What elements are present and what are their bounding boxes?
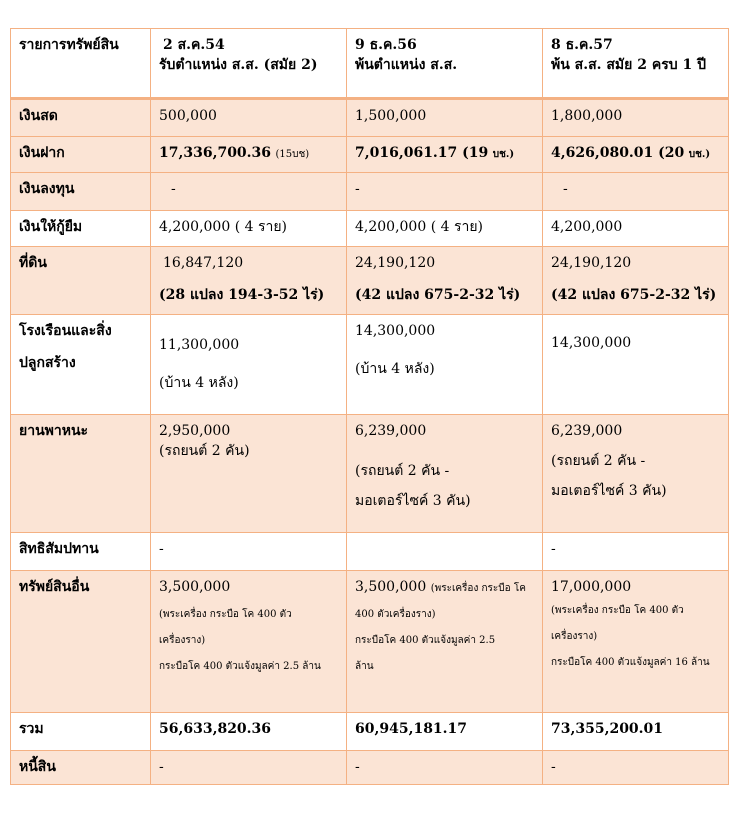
table-row-total — [11, 713, 729, 751]
asset-table — [10, 28, 729, 785]
cell-value: 14,300,000 (บ้าน 4 หลัง) — [347, 315, 543, 415]
cell-value: 1,800,000 — [543, 99, 729, 137]
table-row-debt — [11, 751, 729, 785]
cell-value: - — [347, 173, 543, 211]
cell-value: 17,336,700.36 (15บช) — [151, 137, 347, 173]
cell-value: - — [543, 173, 729, 211]
cell-value: 11,300,000 (บ้าน 4 หลัง) — [151, 315, 347, 415]
cell-value: 16,847,120 (28 แปลง 194-3-52 ไร่) — [151, 247, 347, 315]
header-date-1: 2 ส.ค.54 รับตำแหน่ง ส.ส. (สมัย 2) — [151, 29, 347, 99]
row-label: หนี้สิน — [11, 751, 151, 785]
cell-value: 2,950,000 (รถยนต์ 2 คัน) — [151, 415, 347, 533]
header-item — [11, 29, 151, 99]
row-label: ที่ดิน — [11, 247, 151, 315]
table-row-rights — [11, 533, 729, 571]
cell-value: 60,945,181.17 — [347, 713, 543, 751]
cell-value: - — [543, 533, 729, 571]
cell-value: 3,500,000 (พระเครื่อง กระบือ โค 400 ตัว เครื่องราง) กระบือโค 400 ตัวแจ้งมูลค่า 2.5 ล้าน — [151, 571, 347, 713]
cell-value: 17,000,000 (พระเครื่อง กระบือ โค 400 ตัว เครื่องราง) กระบือโค 400 ตัวแจ้งมูลค่า 16 ล้าน — [543, 571, 729, 713]
cell-value: 14,300,000 — [543, 315, 729, 415]
cell-value: 4,626,080.01 (20 บช.) — [543, 137, 729, 173]
header-item-label: รายการทรัพย์สิน — [19, 37, 119, 53]
row-label: ทรัพย์สินอื่น — [11, 571, 151, 713]
cell-value: 1,500,000 — [347, 99, 543, 137]
row-label: โรงเรือนและสิ่ง ปลูกสร้าง — [11, 315, 151, 415]
table-row-investment — [11, 173, 729, 211]
table-row-loan — [11, 211, 729, 247]
cell-value — [347, 533, 543, 571]
cell-value: 500,000 — [151, 99, 347, 137]
row-label: เงินฝาก — [11, 137, 151, 173]
cell-value: 4,200,000 ( 4 ราย) — [151, 211, 347, 247]
cell-value: - — [151, 173, 347, 211]
row-label: เงินสด — [11, 99, 151, 137]
cell-value: 24,190,120 (42 แปลง 675-2-32 ไร่) — [347, 247, 543, 315]
row-label: เงินให้กู้ยืม — [11, 211, 151, 247]
table-row-land — [11, 247, 729, 315]
cell-value: - — [543, 751, 729, 785]
row-label: เงินลงทุน — [11, 173, 151, 211]
table-row-other-assets — [11, 571, 729, 713]
cell-value: 73,355,200.01 — [543, 713, 729, 751]
cell-value: - — [151, 751, 347, 785]
cell-value: 4,200,000 — [543, 211, 729, 247]
row-label: สิทธิสัมปทาน — [11, 533, 151, 571]
cell-value: 4,200,000 ( 4 ราย) — [347, 211, 543, 247]
table-row-buildings — [11, 315, 729, 415]
table-row-cash — [11, 99, 729, 137]
table-row-vehicles — [11, 415, 729, 533]
cell-value: - — [347, 751, 543, 785]
header-row — [11, 29, 729, 99]
header-date-2: 9 ธ.ค.56 พ้นตำแหน่ง ส.ส. — [347, 29, 543, 99]
cell-value: 24,190,120 (42 แปลง 675-2-32 ไร่) — [543, 247, 729, 315]
cell-value: - — [151, 533, 347, 571]
table-row-deposit — [11, 137, 729, 173]
cell-value: 7,016,061.17 (19 บช.) — [347, 137, 543, 173]
header-date-3: 8 ธ.ค.57 พ้น ส.ส. สมัย 2 ครบ 1 ปี — [543, 29, 729, 99]
row-label: ยานพาหนะ — [11, 415, 151, 533]
cell-value: 56,633,820.36 — [151, 713, 347, 751]
cell-value: 3,500,000 (พระเครื่อง กระบือ โค 400 ตัวเครื่องราง) กระบือโค 400 ตัวแจ้งมูลค่า 2.5 ล้าน — [347, 571, 543, 713]
row-label: รวม — [11, 713, 151, 751]
cell-value: 6,239,000 (รถยนต์ 2 คัน - มอเตอร์ไซค์ 3 คัน) — [543, 415, 729, 533]
cell-value: 6,239,000 (รถยนต์ 2 คัน - มอเตอร์ไซค์ 3 คัน) — [347, 415, 543, 533]
